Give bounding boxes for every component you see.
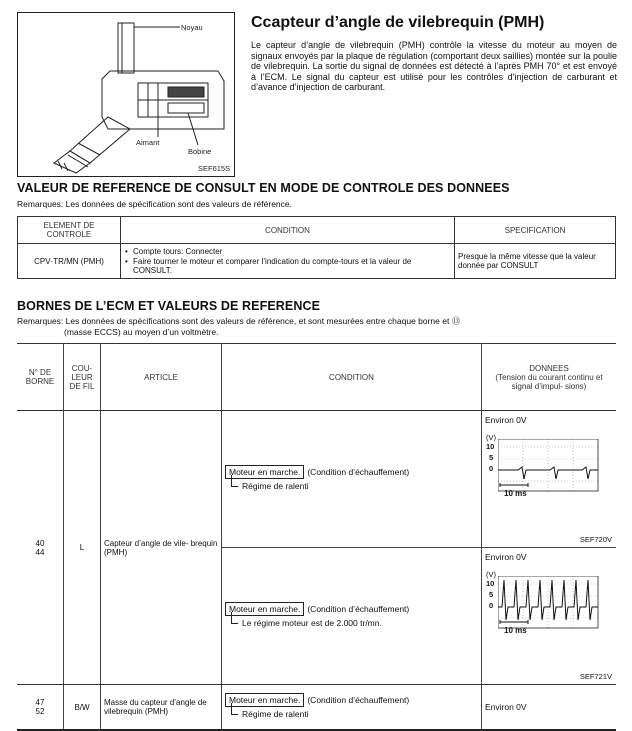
- header-condition: CONDITION: [121, 217, 455, 244]
- oscilloscope-a: [486, 433, 606, 533]
- condition-block-b: [225, 604, 478, 628]
- tick-0-b: 0: [489, 601, 494, 610]
- cell-condition-2000: [222, 548, 482, 685]
- ecm-heading: BORNES DE L’ECM ET VALEURS DE REFERENCE: [17, 299, 321, 313]
- consult-data-row: [18, 244, 616, 279]
- donnees-sub: (Tension du courant continu et signal d’impul- sions): [495, 372, 603, 391]
- section-intro: Le capteur d’angle de vilebrequin (PMH) contrôle la vitesse du moteur au moyen de signaux envoyés par la plaque de régulation (comportant deux saillies) montée sur la poulie de vilebrequin. La sortie du signal de données est détecté à l’après PMH 70° et est envoyé à l’ECM. Le signal du capteur est utilisé pour les contrôles d’injection de carburant et d’avance d’injection de carburant.: [251, 40, 617, 93]
- header-article: ARTICLE: [101, 344, 222, 411]
- ecm-remark-line1: Remarques: Les données de spécifications sont des valeurs de référence, et sont mesurées entre chaque borne et ⑬: [17, 316, 461, 326]
- moteur-en-marche-box: Moteur en marche.: [225, 693, 304, 707]
- cell-donnees-a: [482, 411, 617, 548]
- section-title: Ccapteur d’angle de vilebrequin (PMH): [251, 14, 545, 31]
- cell-donnees-b: [482, 548, 617, 685]
- donnees-value-b: Environ 0V: [485, 552, 527, 562]
- tick-0-a: 0: [489, 464, 494, 473]
- consult-heading: VALEUR DE REFERENCE DE CONSULT EN MODE DE CONTROLE DES DONNEES: [17, 181, 510, 195]
- bobine-label: Bobine: [188, 147, 212, 156]
- header-couleur: COU- LEUR DE FIL: [64, 344, 101, 411]
- condition-sub: Régime de ralenti: [225, 709, 478, 719]
- borne-47: 47: [35, 698, 45, 707]
- tick-10-b: 10: [486, 579, 495, 588]
- header-condition: CONDITION: [222, 344, 482, 411]
- scope-unit-a: (V): [486, 433, 496, 442]
- cell-condition-ralenti: [222, 411, 482, 548]
- cell-donnees-masse: Environ 0V: [482, 685, 617, 731]
- oscilloscope-b: [486, 570, 606, 670]
- cell-element: CPV·TR/MN (PMH): [18, 244, 121, 279]
- scope-code-a: SEF720V: [579, 535, 612, 544]
- cell-spec: Presque la même vitesse que la valeur donnée par CONSULT: [455, 244, 616, 279]
- header-spec: SPECIFICATION: [455, 217, 616, 244]
- donnees-title: DONNEES: [529, 363, 569, 373]
- consult-table: [17, 216, 616, 279]
- cell-article-capteur: Capteur d’angle de vile- brequin (PMH): [101, 411, 222, 685]
- waveform-2000rpm: [498, 576, 608, 646]
- tick-10-a: 10: [486, 442, 495, 451]
- ecm-row-40-44-a: [17, 411, 616, 548]
- header-element: ELEMENT DE CONTROLE: [18, 217, 121, 244]
- condition-block-c: [225, 695, 478, 719]
- ecm-remark: [17, 316, 460, 338]
- aimant-label: Aimant: [136, 138, 160, 147]
- donnees-value-a: Environ 0V: [485, 415, 527, 425]
- cell-borne-47-52: [17, 685, 64, 731]
- borne-52: 52: [35, 707, 45, 716]
- condition-sub: Régime de ralenti: [225, 481, 478, 491]
- cell-article-masse: Masse du capteur d’angle de vilebrequin (PMH): [101, 685, 222, 731]
- timebase-a: 10 ms: [504, 489, 527, 498]
- ecm-remark-line2: (masse ECCS) au moyen d’un voltmètre.: [64, 327, 219, 337]
- condition-note: (Condition d’échauffement): [307, 695, 410, 705]
- moteur-en-marche-box: Moteur en marche.: [225, 465, 304, 479]
- cell-couleur-L: L: [64, 411, 101, 685]
- consult-header-row: [18, 217, 616, 244]
- condition-sub: Le régime moteur est de 2.000 tr/mn.: [225, 618, 478, 628]
- cell-couleur-bw: B/W: [64, 685, 101, 731]
- condition-note: (Condition d’échauffement): [307, 604, 410, 614]
- borne-40: 40: [35, 538, 45, 548]
- borne-44: 44: [35, 547, 45, 557]
- header-borne: N° DE BORNE: [17, 344, 64, 411]
- ecm-table: [17, 343, 616, 731]
- timebase-b: 10 ms: [504, 626, 527, 635]
- condition-block-a: [225, 467, 478, 491]
- condition-note: (Condition d’échauffement): [307, 467, 410, 477]
- cell-condition: [121, 244, 455, 279]
- moteur-en-marche-box: Moteur en marche.: [225, 602, 304, 616]
- sensor-illustration: [17, 12, 235, 177]
- cell-borne-40-44: [17, 411, 64, 685]
- ecm-header-row: [17, 344, 616, 411]
- scope-code-b: SEF721V: [579, 672, 612, 681]
- scope-unit-b: (V): [486, 570, 496, 579]
- condition-item-1: • Compte tours: Connecter: [124, 247, 451, 256]
- figure-code: SEF615S: [198, 164, 231, 173]
- header-donnees: [482, 344, 617, 411]
- consult-remark: Remarques: Les données de spécification sont des valeurs de référence.: [17, 199, 292, 209]
- tick-5-a: 5: [489, 453, 494, 462]
- ecm-row-47-52: [17, 685, 616, 731]
- condition-item-2: • Faire tourner le moteur et comparer l’indication du compte-tours et la valeur de CONSULT.: [124, 257, 451, 275]
- noyau-label: Noyau: [181, 23, 203, 32]
- tick-5-b: 5: [489, 590, 494, 599]
- cell-condition-masse: [222, 685, 482, 731]
- waveform-idle: [498, 439, 608, 509]
